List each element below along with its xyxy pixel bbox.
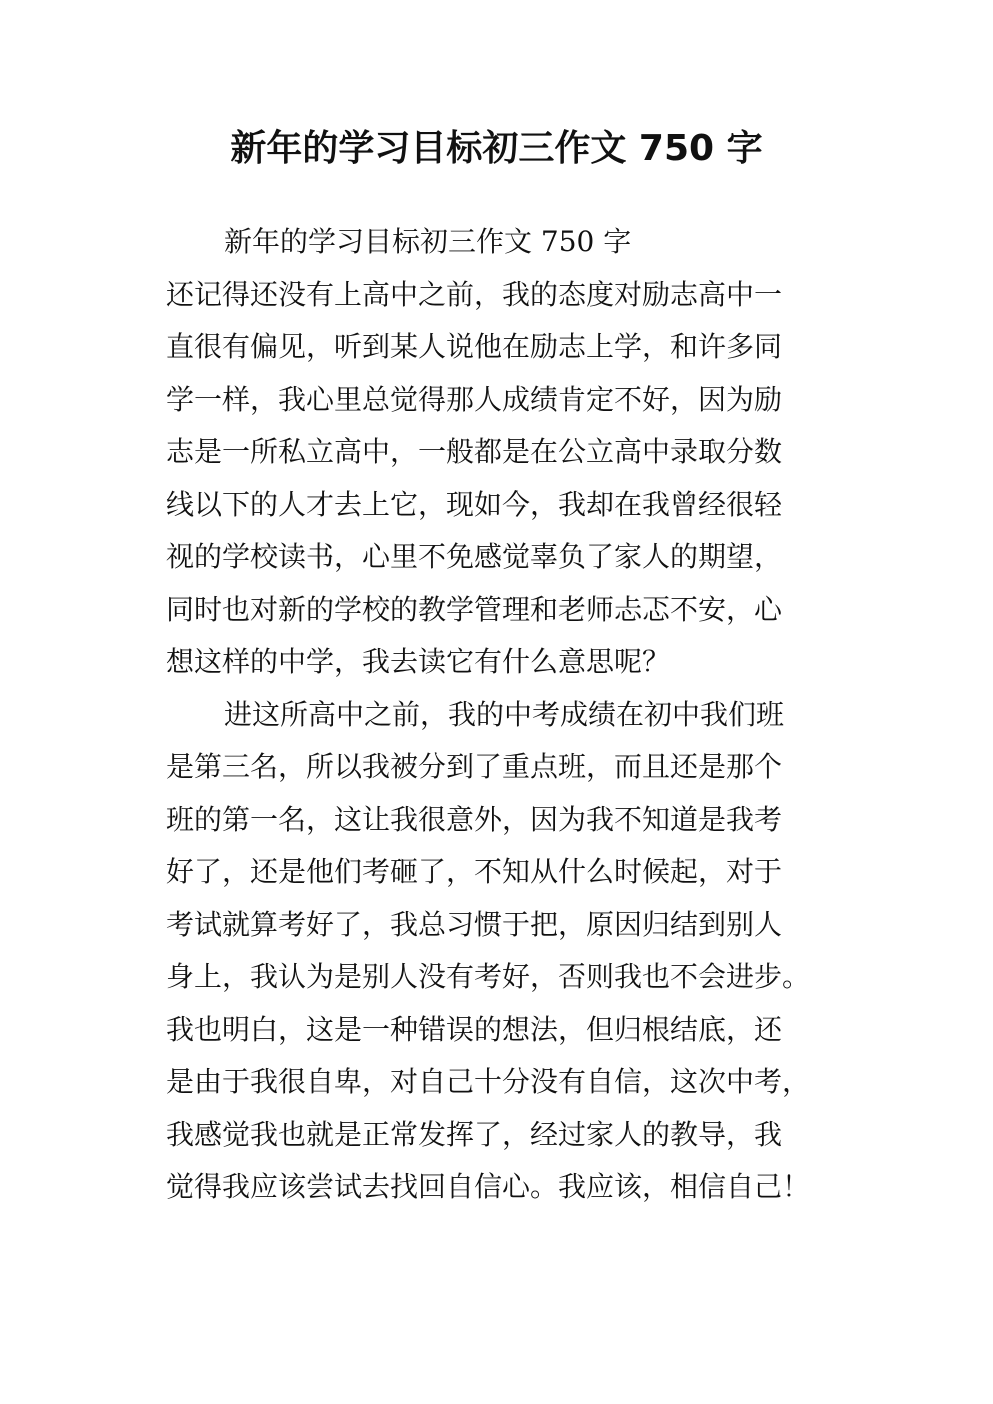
body-line: 直很有偏见，听到某人说他在励志上学，和许多同 — [166, 330, 783, 363]
body-line: 是第三名，所以我被分到了重点班，而且还是那个 — [166, 750, 783, 783]
body-line: 新年的学习目标初三作文 750 字 — [224, 225, 632, 258]
body-line: 视的学校读书，心里不免感觉辜负了家人的期望， — [166, 540, 783, 573]
body-line: 还记得还没有上高中之前，我的态度对励志高中一 — [166, 277, 783, 311]
body-line: 觉得我应该尝试去找回自信心。我应该，相信自己！ — [166, 1170, 811, 1203]
body-line: 进这所高中之前，我的中考成绩在初中我们班 — [224, 697, 785, 731]
body-line: 考试就算考好了，我总习惯于把，原因归结到别人 — [166, 907, 783, 941]
document-body — [166, 216, 846, 1214]
body-line: 线以下的人才去上它，现如今，我却在我曾经很轻 — [166, 487, 783, 521]
document-title: 新年的学习目标初三作文 750 字 — [230, 128, 763, 169]
body-line: 同时也对新的学校的教学管理和老师忐忑不安，心 — [166, 592, 783, 626]
body-line: 想这样的中学，我去读它有什么意思呢？ — [166, 645, 671, 678]
body-line: 我也明白，这是一种错误的想法，但归根结底，还 — [166, 1012, 783, 1046]
body-line: 是由于我很自卑，对自己十分没有自信，这次中考， — [166, 1065, 811, 1098]
body-line: 志是一所私立高中，一般都是在公立高中录取分数 — [166, 435, 783, 468]
body-line: 好了，还是他们考砸了，不知从什么时候起，对于 — [166, 855, 783, 888]
body-line: 身上，我认为是别人没有考好，否则我也不会进步。 — [166, 960, 811, 993]
body-line: 学一样，我心里总觉得那人成绩肯定不好，因为励 — [166, 382, 783, 416]
body-line: 我感觉我也就是正常发挥了，经过家人的教导，我 — [166, 1117, 783, 1151]
body-line: 班的第一名，这让我很意外，因为我不知道是我考 — [166, 802, 783, 836]
